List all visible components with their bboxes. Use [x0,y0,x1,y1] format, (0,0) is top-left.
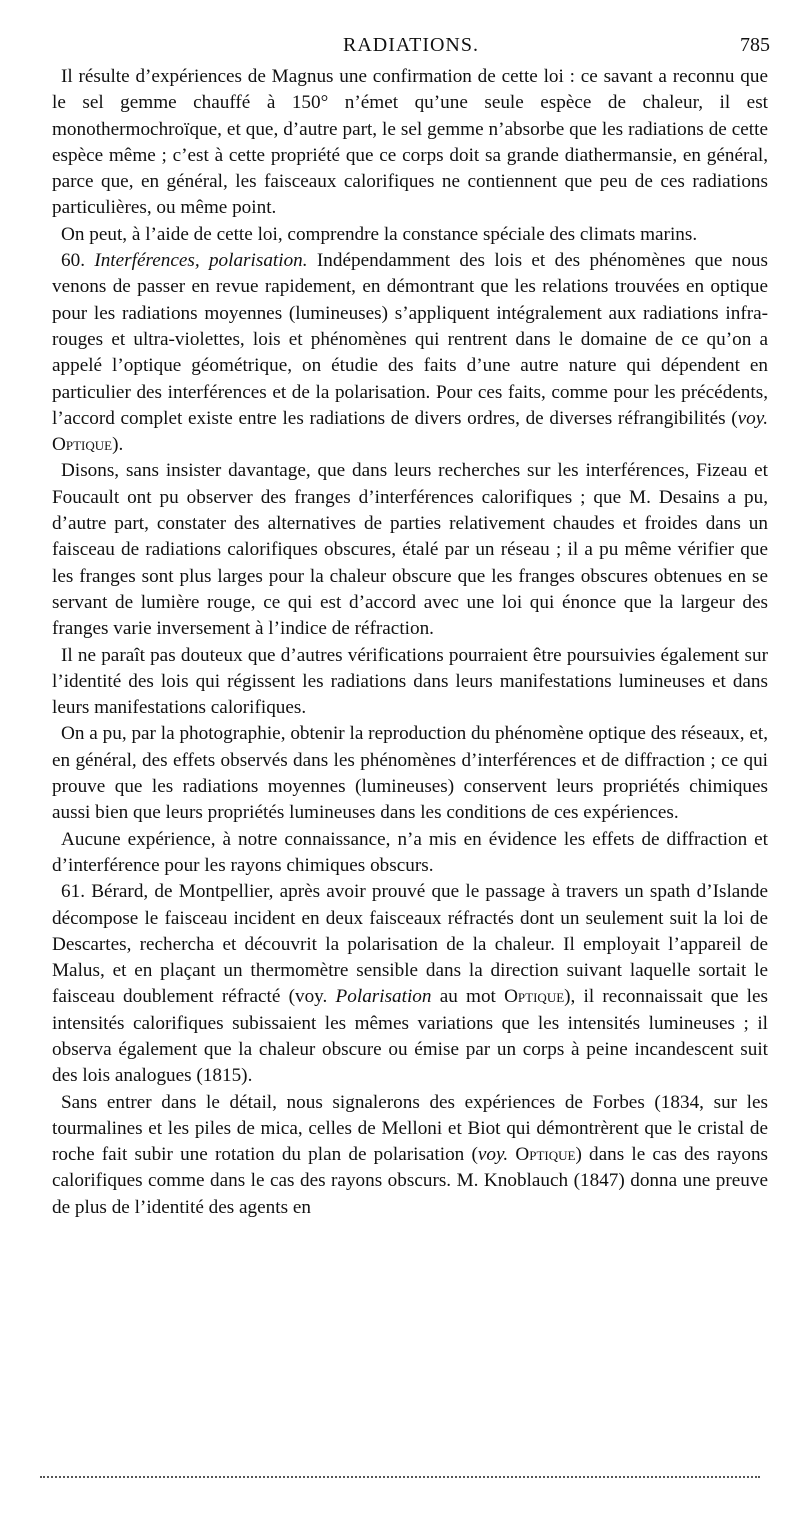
running-header [52,34,770,58]
italic-text: voy. [737,407,768,429]
text-run: Aucune expérience, à notre connaissance, n’a mis en évidence les effets de diffraction et d’interférence pour les rayons chimiques obscurs. [52,828,768,876]
italic-text: Polarisation [335,986,432,1008]
text-run: 61. Bérard, de Montpellier, après avoir prouvé que le passage à travers un spath d’Islande décompose le faisceau incident en deux faisceaux réfractés dont un seulement suit la loi de Descartes, rechercha et découvrit la polarisation de la chaleur. Il employait l’appareil de Malus, et en plaçant un thermomètre sensible dans la direction suivant laquelle sortait le faisceau doublement réfracté (voy. [52,881,768,1008]
paragraph [52,64,768,222]
text-run: Il résulte d’expériences de Magnus une confirmation de cette loi : ce savant a reconnu que le sel gemme chauffé à 150° n’émet qu’une seule espèce de chaleur, il est monothermochroïque, et que, d’autre part, le sel gemme n’absorbe que les radiations de cette espèce même ; c’est à cette propriété que ce corps doit sa grande diathermansie, en général, parce que, en général, les faisceaux calorifiques ne contiennent que peu de ces radiations particulières, ou même point. [52,66,768,219]
italic-text: Interférences, polarisation. [94,250,308,272]
paragraph [52,248,768,458]
text-run: On peut, à l’aide de cette loi, comprendre la constance spéciale des climats marins. [61,223,698,245]
smallcaps-text: Optique [52,434,113,456]
text-run: ) dans le cas des rayons calorifiques comme dans le cas des rayons obscurs. M. Knoblauch (1847) donna une preuve de plus de l’identité des agents en [52,1144,769,1218]
paragraph [52,721,768,826]
italic-text: voy. [477,1144,509,1166]
text-run: Indépendamment des lois et des phénomènes que nous venons de passer en revue rapidement, en démontrant que les relations trouvées en optique pour les radiations moyennes (lumineuses) s’appliquent intégralement aux radiations infra-rouges et ultra-violettes, lois et phénomènes qui rentrent dans le domaine de ce qu’on a appelé l’optique géométrique, on étudie des faits d’une autre nature qui dépendent en particulier des interférences et de la polarisation. Pour ces faits, comme pour les précédents, l’accord complet existe entre les radiations de divers ordres, de diverses réfrangibilités ( [52,250,768,429]
page-number: 785 [740,34,770,56]
bottom-dotted-rule [40,1476,760,1478]
text-run: Disons, sans insister davantage, que dans leurs recherches sur les interférences, Fizeau et Foucault ont pu observer des franges d’interférences calorifiques ; que M. Desains a pu, d’autre part, constater des alternatives de parties relativement chaudes et froides dans un faisceau de radiations calorifiques obscures, étalé par un réseau ; il a pu même vérifier que les franges sont plus larges pour la chaleur obscure que les franges obscures obtenues en se servant de lumière rouge, ce qui est d’accord avec une loi qui énonce que la largeur des franges varie inversement à l’indice de réfraction. [52,460,768,640]
text-run: au mot [431,986,505,1008]
text-run: ), il reconnaissait que les intensités calorifiques subissaient les mêmes variations que les intensités lumineuses ; il observa également que la chaleur obscure ou émise par un corps à peine incandescent suit des lois analogues (1815). [52,986,768,1087]
text-run: Il ne paraît pas douteux que d’autres vérifications pourraient être poursuivies également sur l’identité des lois qui régissent les radiations dans leurs manifestations lumineuses et dans leurs manifestations calorifiques. [52,644,768,719]
paragraph [52,879,768,1089]
text-run: 60. [61,250,95,272]
text-run: On a pu, par la photographie, obtenir la reproduction du phénomène optique des réseaux, et, en général, des effets observés dans les phénomènes d’interférences et de diffraction ; ce qui prouve que les radiations moyennes (lumineuses) conservent leurs propriétés chimiques aussi bien que leurs propriétés lumineuses dans les conditions de ces expériences. [52,723,768,824]
smallcaps-text: Optique [515,1144,576,1166]
text-run: Sans entrer dans le détail, nous signalerons des expériences de Forbes (1834, sur les tourmalines et les piles de mica, celles de Melloni et Biot qui démontrèrent que le cristal de roche fait subir une rotation du plan de polarisation ( [52,1091,768,1166]
text-run: ). [112,434,124,456]
body-text [52,64,768,1221]
smallcaps-text: Optique [504,986,565,1008]
paragraph [52,458,768,642]
paragraph [52,1090,768,1221]
paragraph [52,643,768,722]
paragraph [52,827,768,880]
paragraph [52,222,768,248]
running-title: RADIATIONS. [343,34,479,56]
